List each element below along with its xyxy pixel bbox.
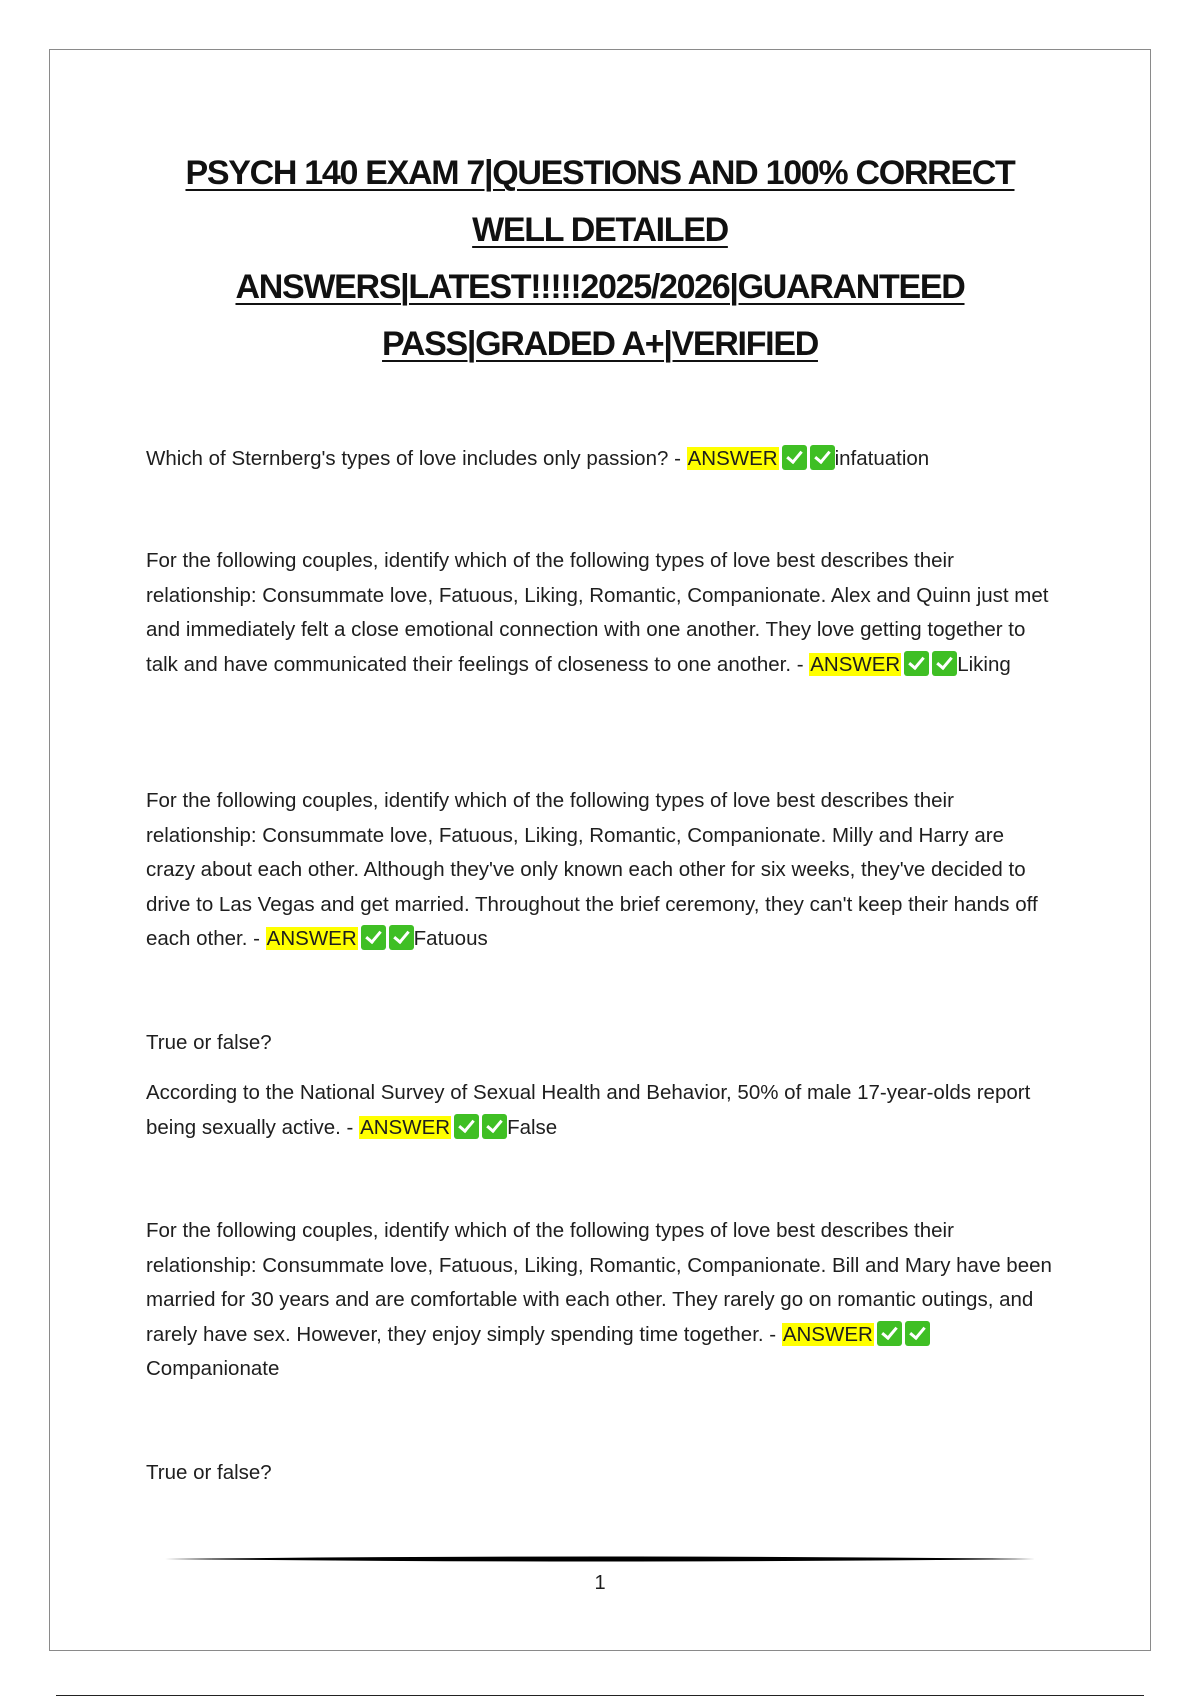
- answer-label: ANSWER: [782, 1322, 873, 1346]
- question-text: Which of Sternberg's types of love includes only passion? -: [146, 447, 687, 470]
- question-text: For the following couples, identify which of the following types of love best describes their relationship: Consummate love, Fatuous, Liking, Romantic, Companionate. Milly and Harry are crazy about each other. Although they've only known each other for six weeks, they've decided to drive to Las Vegas and get married. Throughout the brief ceremony, they can't keep their hands off each other. -: [146, 789, 1038, 950]
- answer-label: ANSWER: [687, 447, 778, 470]
- check-icon: [361, 925, 386, 950]
- question-item: [146, 784, 1056, 957]
- answer-text: Fatuous: [413, 927, 488, 950]
- title-line: PSYCH 140 EXAM 7|QUESTIONS AND 100% CORRECT: [185, 154, 1015, 192]
- question-item: [146, 442, 1056, 477]
- question-text: For the following couples, identify which of the following types of love best describes their relationship: Consummate love, Fatuous, Liking, Romantic, Companionate. Bill and Mary have been married for 30 years and are comfortable with each other. They rarely go on romantic outings, and rarely have sex. However, they enjoy simply spending time together. -: [146, 1219, 1052, 1346]
- answer-text: Companionate: [146, 1357, 280, 1380]
- true-false-prompt: True or false?: [146, 1461, 272, 1484]
- answer-label: ANSWER: [360, 1115, 451, 1139]
- answer-text: False: [507, 1115, 558, 1139]
- page-number: 1: [594, 1572, 606, 1594]
- check-icon: [877, 1321, 902, 1346]
- title-line: WELL DETAILED: [472, 211, 728, 249]
- check-icon: [905, 1321, 930, 1346]
- answer-label: ANSWER: [810, 652, 901, 676]
- check-icon: [482, 1114, 507, 1139]
- true-false-prompt: True or false?: [146, 1031, 272, 1054]
- check-icon: [932, 651, 957, 676]
- bottom-rule: [56, 1695, 1144, 1696]
- answer-text: infatuation: [834, 447, 930, 470]
- answer-text: Liking: [957, 652, 1011, 676]
- question-item: [146, 1076, 1056, 1145]
- check-icon: [389, 925, 414, 950]
- check-icon: [810, 445, 835, 470]
- answer-label: ANSWER: [266, 927, 357, 950]
- check-icon: [904, 651, 929, 676]
- footer-divider: [165, 1556, 1035, 1562]
- title-line: ANSWERS|LATEST!!!!!2025/2026|GUARANTEED: [235, 268, 965, 306]
- title-line: PASS|GRADED A+|VERIFIED: [382, 325, 818, 363]
- question-text: According to the National Survey of Sexual Health and Behavior, 50% of male 17-year-olds report being sexually active. -: [146, 1081, 1031, 1139]
- question-item: [146, 1214, 1056, 1387]
- check-icon: [454, 1114, 479, 1139]
- question-text: For the following couples, identify which of the following types of love best describes their relationship: Consummate love, Fatuous, Liking, Romantic, Companionate. Alex and Quinn just met and immediately felt a close emotional connection with one another. They love getting together to talk and have communicated their feelings of closeness to one another. -: [146, 549, 1049, 676]
- check-icon: [782, 445, 807, 470]
- document-title: [120, 145, 1080, 373]
- question-item: [146, 544, 1056, 682]
